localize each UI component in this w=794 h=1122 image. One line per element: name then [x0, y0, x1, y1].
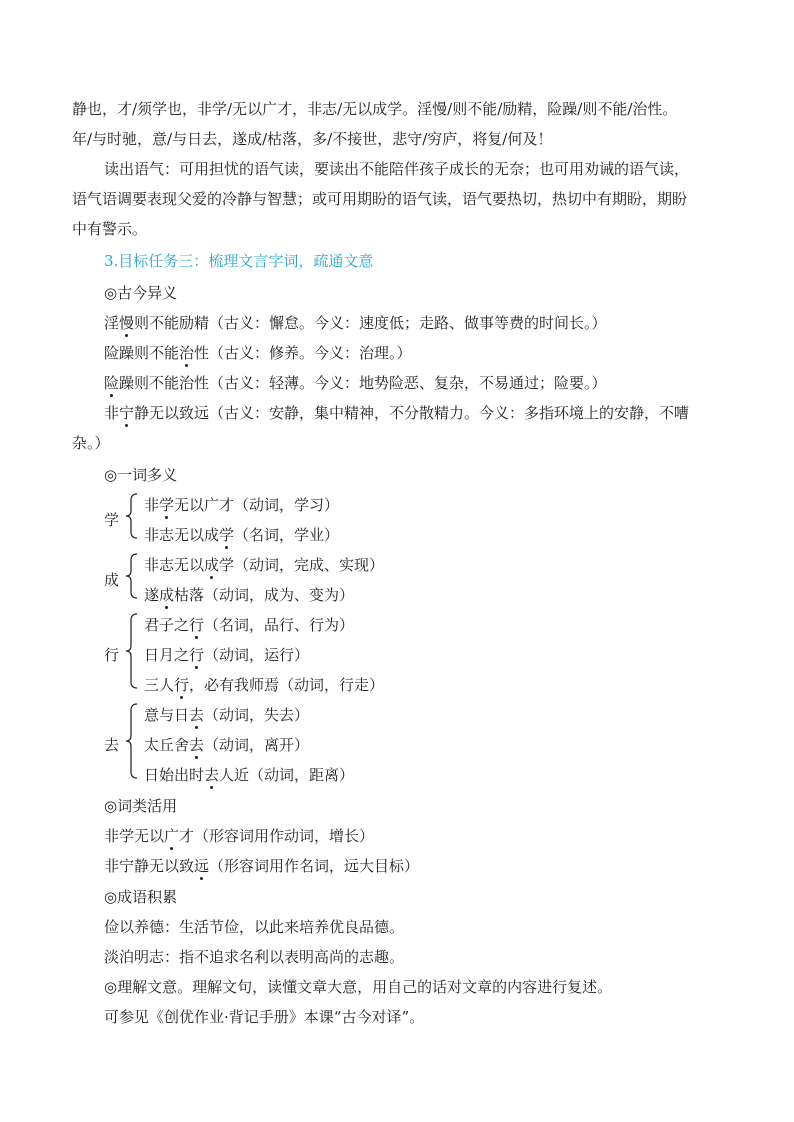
- yici-xing-item-1: [144, 615, 354, 635]
- item-pre: 遂: [144, 586, 160, 604]
- yici-title: ◎一词多义: [104, 466, 178, 484]
- yici-char-qu: 去: [104, 736, 120, 754]
- gujin-item-2-key: 治: [179, 344, 195, 362]
- yici-char-xue: 学: [104, 511, 120, 529]
- gujin-title: ◎古今异义: [104, 284, 178, 302]
- cilei-item-1-pre: 非学无以: [104, 827, 165, 845]
- yici-xing-item-3: [144, 675, 384, 695]
- item-key: 去: [204, 766, 220, 784]
- gujin-item-2: [104, 343, 412, 363]
- yici-xue-item-1: [144, 495, 339, 515]
- gujin-item-4-post: 静无以致远（古义：安静，集中精神，不分散精力。今义：多指环境上的安静，不嘈: [134, 404, 690, 422]
- item-post: （动词，失去）: [204, 706, 310, 724]
- chengyu-item-2: 淡泊明志：指不追求名利以表明高尚的志趣。: [104, 948, 405, 966]
- gujin-item-1-key: 慢: [119, 314, 135, 332]
- tone-line-2: 语气语调要表现父爱的冷静与智慧；或可用期盼的语气读，语气要热切，热切中有期盼，期盼: [72, 190, 688, 208]
- item-pre: 非: [144, 496, 160, 514]
- wenyi-line-2: 可参见《创优作业·背记手册》本课“古今对译”。: [104, 1008, 425, 1026]
- item-pre: 非志无以: [144, 556, 205, 574]
- item-pre: 意与日: [144, 706, 190, 724]
- brace-icon: [124, 701, 140, 781]
- item-post: 无以广才（动词，学习）: [174, 496, 340, 514]
- wenyi-line-1: ◎理解文意。理解文句，读懂文章大意，用自己的话对文章的内容进行复述。: [104, 978, 613, 996]
- item-post: （动词，运行）: [204, 646, 310, 664]
- item-key: 学: [159, 496, 175, 514]
- item-pre: 太丘舍: [144, 736, 190, 754]
- item-post: 人近（动词，距离）: [219, 766, 355, 784]
- item-key: 去: [189, 736, 205, 754]
- chengyu-item-1: 俭以养德：生活节俭，以此来培养优良品德。: [104, 918, 405, 936]
- cilei-title: ◎词类活用: [104, 797, 178, 815]
- item-pre: 日月之: [144, 646, 190, 664]
- brace-icon: [124, 551, 140, 601]
- yici-xue-item-2: [144, 525, 339, 545]
- gujin-item-1-post: 则不能励精（古义：懈怠。今义：速度低；走路、做事等费的时间长。）: [134, 314, 607, 332]
- cilei-item-1-key: 广: [164, 827, 180, 845]
- yici-qu-item-3: [144, 765, 354, 785]
- item-pre: 君子之: [144, 616, 190, 634]
- yici-cheng-item-2: [144, 585, 354, 605]
- gujin-item-3-post: 躁则不能治性（古义：轻薄。今义：地势险恶、复杂，不易通过；险要。）: [119, 374, 607, 392]
- gujin-item-3: [104, 373, 607, 393]
- item-key: 学: [219, 526, 235, 544]
- yici-qu-item-1: [144, 705, 309, 725]
- item-pre: 非志无以成: [144, 526, 220, 544]
- item-post: （名词，品行、行为）: [204, 616, 355, 634]
- gujin-item-1-pre: 淫: [104, 314, 120, 332]
- yici-qu-item-2: [144, 735, 309, 755]
- item-post: 学（动词，完成、实现）: [219, 556, 385, 574]
- cilei-item-2: [104, 856, 419, 876]
- gujin-item-4-cont: 杂。）: [72, 434, 110, 452]
- item-post: （动词，离开）: [204, 736, 310, 754]
- intro-line-1: 静也，才/须学也，非学/无以广才，非志/无以成学。淫慢/则不能/励精，险躁/则不能/治性。: [72, 100, 678, 118]
- item-key: 成: [159, 586, 175, 604]
- chengyu-title: ◎成语积累: [104, 888, 178, 906]
- gujin-item-4: [104, 403, 689, 423]
- item-key: 行: [189, 616, 205, 634]
- cilei-item-1-post: 才（形容词用作动词，增长）: [179, 827, 375, 845]
- cilei-item-2-pre: 非宁静无以致: [104, 857, 195, 875]
- item-key: 行: [174, 676, 190, 694]
- item-key: 成: [204, 556, 220, 574]
- gujin-item-2-post: 性（古义：修养。今义：治理。）: [194, 344, 412, 362]
- item-key: 行: [189, 646, 205, 664]
- yici-xing-item-2: [144, 645, 309, 665]
- gujin-item-3-key: 险: [104, 374, 120, 392]
- yici-cheng-item-1: [144, 555, 384, 575]
- item-pre: 三人: [144, 676, 175, 694]
- cilei-item-2-post: （形容词用作名词，远大目标）: [209, 857, 420, 875]
- cilei-item-2-key: 远: [194, 857, 210, 875]
- brace-icon: [124, 611, 140, 691]
- tone-line-3: 中有警示。: [72, 220, 148, 238]
- brace-icon: [124, 491, 140, 541]
- gujin-item-2-pre: 险躁则不能: [104, 344, 180, 362]
- gujin-item-4-key: 宁: [119, 404, 135, 422]
- intro-line-2: 年/与时驰，意/与日去，遂成/枯落，多/不接世，悲守/穷庐，将复/何及！: [72, 130, 553, 148]
- yici-char-xing: 行: [104, 646, 120, 664]
- gujin-item-1: [104, 313, 607, 333]
- item-key: 去: [189, 706, 205, 724]
- gujin-item-4-pre: 非: [104, 404, 120, 422]
- cilei-item-1: [104, 826, 374, 846]
- item-post: ，必有我师焉（动词，行走）: [189, 676, 385, 694]
- yici-char-cheng: 成: [104, 571, 120, 589]
- tone-line-1: 读出语气：可用担忧的语气读，要读出不能陪伴孩子成长的无奈；也可用劝诫的语气读，: [104, 160, 690, 178]
- item-pre: 日始出时: [144, 766, 205, 784]
- task3-heading: 3.目标任务三：梳理文言字词，疏通文意: [104, 252, 374, 270]
- item-post: 枯落（动词，成为、变为）: [174, 586, 355, 604]
- item-post: （名词，学业）: [234, 526, 340, 544]
